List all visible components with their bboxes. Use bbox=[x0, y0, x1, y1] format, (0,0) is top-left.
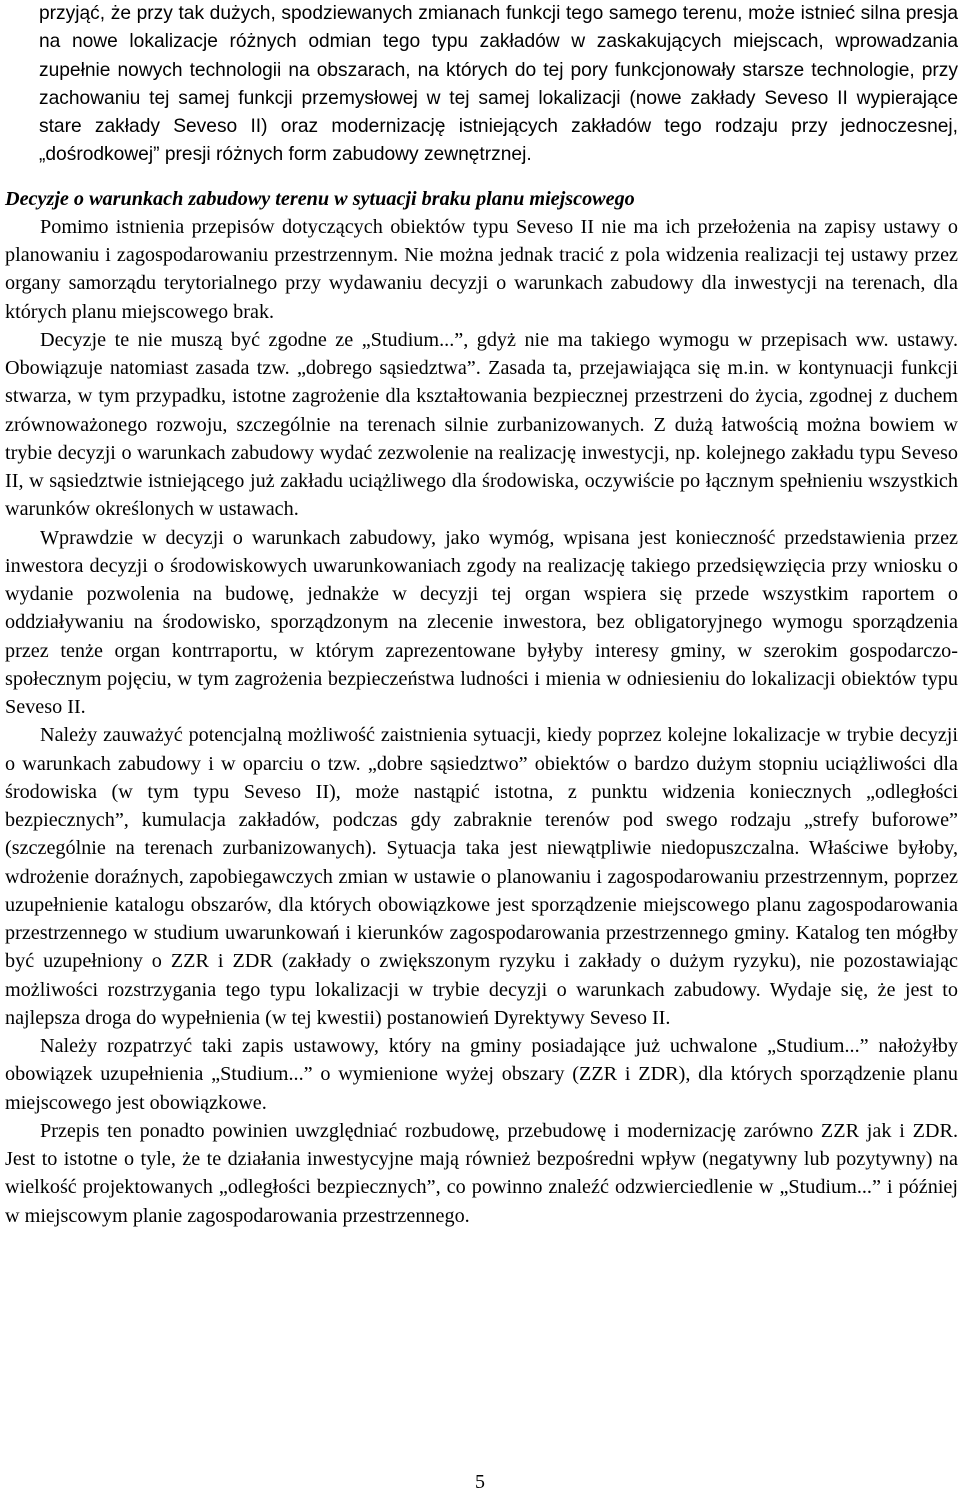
intro-paragraph: przyjąć, że przy tak dużych, spodziewanych zmianach funkcji tego samego terenu, może istnieć silna presja na nowe lokalizacje różnych odmian tego typu zakładów w zaskakujących miejscach, wprowadzania zupełnie nowych technologii na obszarach, na których do tej pory funkcjonowały starsze technologie, przy zachowaniu tej samej funkcji przemysłowej w tej samej lokalizacji (nowe zakłady Seveso II wypierające stare zakłady Seveso II) oraz modernizację istniejących zakładów tego rodzaju przy jednoczesnej, „dośrodkowej” presji różnych form zabudowy zewnętrznej. bbox=[39, 3, 958, 166]
page-number: 5 bbox=[475, 1471, 485, 1493]
paragraph-5: Należy rozpatrzyć taki zapis ustawowy, który na gminy posiadające już uchwalone „Studium...” nałożyłby obowiązek uzupełnienia „Studium...” o wymienione wyżej obszary (ZZR i ZDR), dla których sporządzenie planu miejscowego jest obowiązkowe. bbox=[5, 1035, 958, 1114]
paragraph-1: Pomimo istnienia przepisów dotyczących obiektów typu Seveso II nie ma ich przełożenia na zapisy ustawy o planowaniu i zagospodarowaniu przestrzennym. Nie można jednak tracić z pola widzenia realizacji tej ustawy przez organy samorządu terytorialnego przy wydawaniu decyzji o warunkach zabudowy dla inwestycji na terenach, dla których planu miejscowego brak. bbox=[5, 215, 958, 323]
paragraph-4: Należy zauważyć potencjalną możliwość zaistnienia sytuacji, kiedy poprzez kolejne lokalizacje w trybie decyzji o warunkach zabudowy i w oparciu o tzw. „dobre sąsiedztwo” obiektów o bardzo dużym stopniu uciążliwości dla środowiska (w tym typu Seveso II), może nastąpić istotna, z punktu widzenia koniecznych „odległości bezpiecznych”, kumulacja zakładów, podczas gdy zabraknie terenów pod swego rodzaju „strefy buforowe” (szczególnie na terenach zurbanizowanych). Sytuacja taka jest niewątpliwie niedopuszczalna. Właściwe byłoby, wdrożenie doraźnych, zapobiegawczych zmian w ustawie o planowaniu i zagospodarowaniu przestrzennym, poprzez uzupełnienie katalogu obszarów, dla których obowiązkowe jest sporządzenie miejscowego planu zagospodarowania przestrzennego w studium uwarunkowań i kierunków zagospodarowania przestrzennego gminy. Katalog ten mógłby być uzupełniony o ZZR i ZDR (zakłady o zwiększonym ryzyku i zakłady o dużym ryzyku), nie pozostawiając możliwości rozstrzygania tego typu lokalizacji w trybie decyzji o warunkach zabudowy. Wydaje się, że jest to najlepsza droga do wypełnienia (w tej kwestii) postanowień Dyrektywy Seveso II. bbox=[5, 724, 958, 1029]
paragraph-6: Przepis ten ponadto powinien uwzględniać rozbudowę, przebudowę i modernizację zarówno ZZR jak i ZDR. Jest to istotne o tyle, że te działania inwestycyjne mają również bezpośredni wpływ (negatywny lub pozytywny) na wielkość projektowanych „odległości bezpiecznych”, co powinno znaleźć odzwierciedlenie w „Studium...” i później w miejscowym planie zagospodarowania przestrzennego. bbox=[5, 1119, 958, 1227]
paragraph-3: Wprawdzie w decyzji o warunkach zabudowy, jako wymóg, wpisana jest konieczność przedstawienia przez inwestora decyzji o środowiskowych uwarunkowaniach zgody na realizację takiego przedsięwzięcia przy wniosku o wydanie pozwolenia na budowę, jednakże w decyzji tej organ wspiera się przede wszystkim raportem o oddziaływaniu na środowisko, sporządzonym na zlecenie inwestora, bez obligatoryjnego wymogu sporządzenia przez tenże organ kontrraportu, w którym zaprezentowane byłyby interesy gminy, w szerokim gospodarczo-społecznym pojęciu, w tym zagrożenia bezpieczeństwa ludności i mienia w odniesieniu do lokalizacji obiektów typu Seveso II. bbox=[5, 526, 958, 718]
paragraph-2: Decyzje te nie muszą być zgodne ze „Studium...”, gdyż nie ma takiego wymogu w przepisach ww. ustawy. Obowiązuje natomiast zasada tzw. „dobrego sąsiedztwa”. Zasada ta, przejawiająca się m.in. w kontynuacji funkcji stwarza, w tym przypadku, istotne zagrożenie dla kształtowania bezpiecznej przestrzeni do życia, zgodnej z duchem zrównoważonego rozwoju, szczególnie na terenach silnie zurbanizowanych. Z dużą łatwością można bowiem w trybie decyzji o warunkach zabudowy wydać zezwolenie na realizację inwestycji, np. kolejnego zakładu typu Seveso II, w sąsiedztwie istniejącego już zakładu uciążliwego dla środowiska, oczywiście po łącznym spełnieniu wszystkich warunków określonych w ustawach. bbox=[5, 328, 958, 521]
section-heading: Decyzje o warunkach zabudowy terenu w sytuacji braku planu miejscowego bbox=[5, 187, 635, 210]
document-page bbox=[5, 0, 958, 1230]
